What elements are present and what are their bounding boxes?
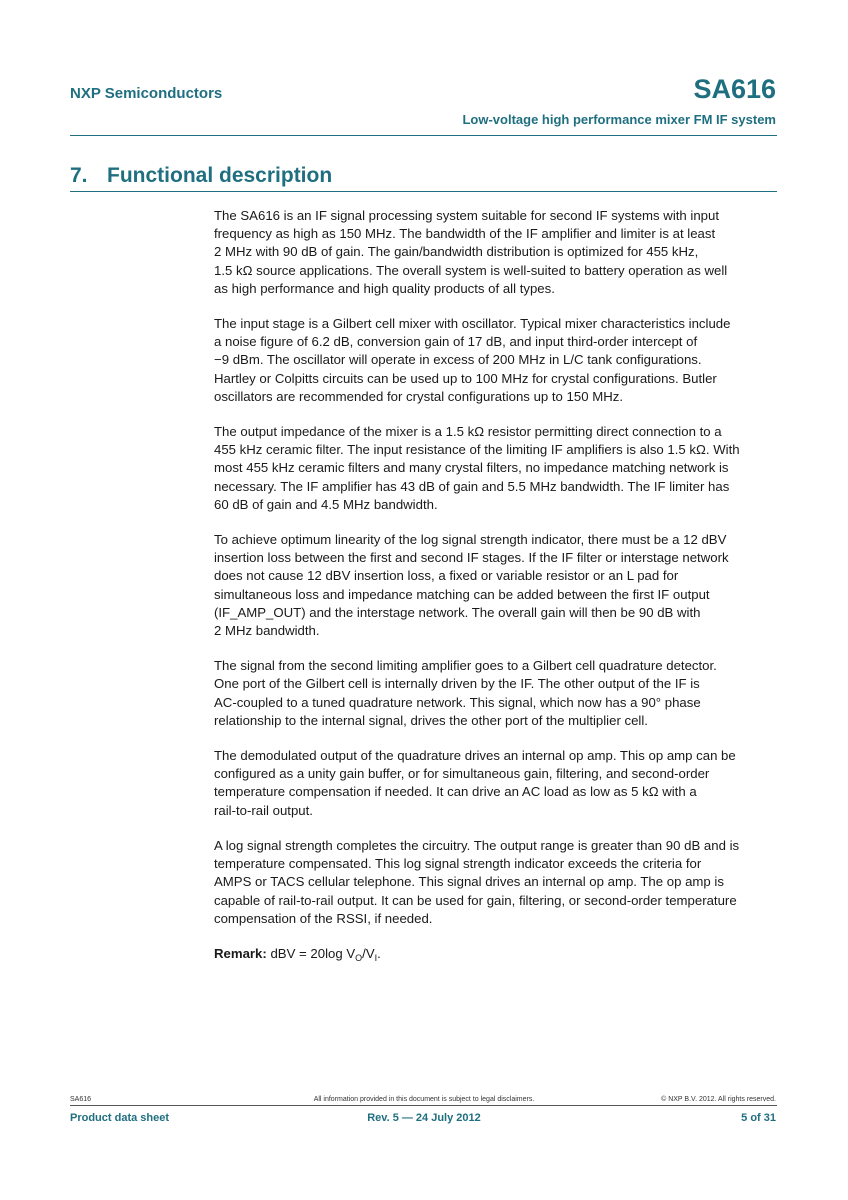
footer-disclaimer: All information provided in this document is subject to legal disclaimers. <box>313 1096 535 1103</box>
header-divider <box>70 135 777 136</box>
remark-sub-in: I <box>374 952 378 963</box>
section-divider <box>70 191 777 192</box>
paragraph: The output impedance of the mixer is a 1.5 kΩ resistor permitting direct connection to a 455 kHz ceramic filter. The input resistance of the limiting IF amplifiers is also 1.5 kΩ. With most 455 kHz ceramic filters and many crystal filters, no impedance matching network is necessary. The IF amplifier has 43 dB of gain and 5.5 MHz bandwidth. The IF limiter has 60 dB of gain and 4.5 MHz bandwidth. <box>214 424 740 512</box>
header-product-id: SA616 <box>693 74 776 104</box>
section-title: Functional description <box>107 164 333 187</box>
footer-page-number: 5 of 31 <box>741 1112 776 1124</box>
section-number: 7. <box>70 164 88 187</box>
footer-copyright: © NXP B.V. 2012. All rights reserved. <box>661 1096 776 1103</box>
remark <box>214 945 780 963</box>
paragraph: The signal from the second limiting amplifier goes to a Gilbert cell quadrature detector. One port of the Gilbert cell is internally driven by the IF. The other output of the IF is AC-coupled to a tuned quadrature network. This signal, which now has a 90° phase relationship to the internal signal, drives the other port of the multiplier cell. <box>214 658 717 728</box>
footer-divider <box>70 1105 777 1106</box>
footer-doc-id: SA616 <box>70 1096 92 1103</box>
remark-sub-out: O <box>355 952 363 963</box>
paragraph: To achieve optimum linearity of the log signal strength indicator, there must be a 12 dBV insertion loss between the first and second IF stages. If the IF filter or interstage network does not cause 12 dBV insertion loss, a fixed or variable resistor or an L pad for simultaneous loss and impedance matching can be added between the first IF output (IF_AMP_OUT) and the interstage network. The overall gain will then be 90 dB with 2 MHz bandwidth. <box>214 532 729 639</box>
paragraph: A log signal strength completes the circuitry. The output range is greater than 90 dB and is temperature compensated. This log signal strength indicator exceeds the criteria for AMPS or TACS cellular telephone. This signal drives an internal op amp. The op amp is capable of rail-to-rail output. It can be used for gain, filtering, or second-order temperature compensation of the RSSI, if needed. <box>214 837 740 926</box>
header-company: NXP Semiconductors <box>70 85 223 102</box>
footer-revision: Rev. 5 — 24 July 2012 <box>367 1112 481 1124</box>
section-heading <box>70 164 332 188</box>
remark-suffix: . <box>377 945 381 961</box>
footer-doc-type: Product data sheet <box>70 1112 170 1124</box>
remark-label: Remark: <box>214 945 267 961</box>
remark-slash: /V <box>362 945 375 961</box>
remark-formula-prefix: dBV = 20log V <box>270 945 356 961</box>
paragraph: The SA616 is an IF signal processing system suitable for second IF systems with input frequency as high as 150 MHz. The bandwidth of the IF amplifier and limiter is at least 2 MHz with 90 dB of gain. The gain/bandwidth distribution is optimized for 455 kHz, 1.5 kΩ source applications. The overall system is well-suited to battery operation as well as high performance and high quality products of all types. <box>214 208 728 296</box>
paragraph: The input stage is a Gilbert cell mixer with oscillator. Typical mixer characteristics include a noise figure of 6.2 dB, conversion gain of 17 dB, and input third-order intercept of −9 dBm. The oscillator will operate in excess of 200 MHz in L/C tank configurations. Hartley or Colpitts circuits can be used up to 100 MHz for crystal configurations. Butler oscillators are recommended for crystal configurations up to 150 MHz. <box>214 316 731 404</box>
body-text <box>214 207 780 980</box>
header-subtitle: Low-voltage high performance mixer FM IF system <box>462 112 776 127</box>
paragraph: The demodulated output of the quadrature drives an internal op amp. This op amp can be configured as a unity gain buffer, or for simultaneous gain, filtering, and second-order temperature compensation if needed. It can drive an AC load as low as 5 kΩ with a rail-to-rail output. <box>214 748 736 818</box>
